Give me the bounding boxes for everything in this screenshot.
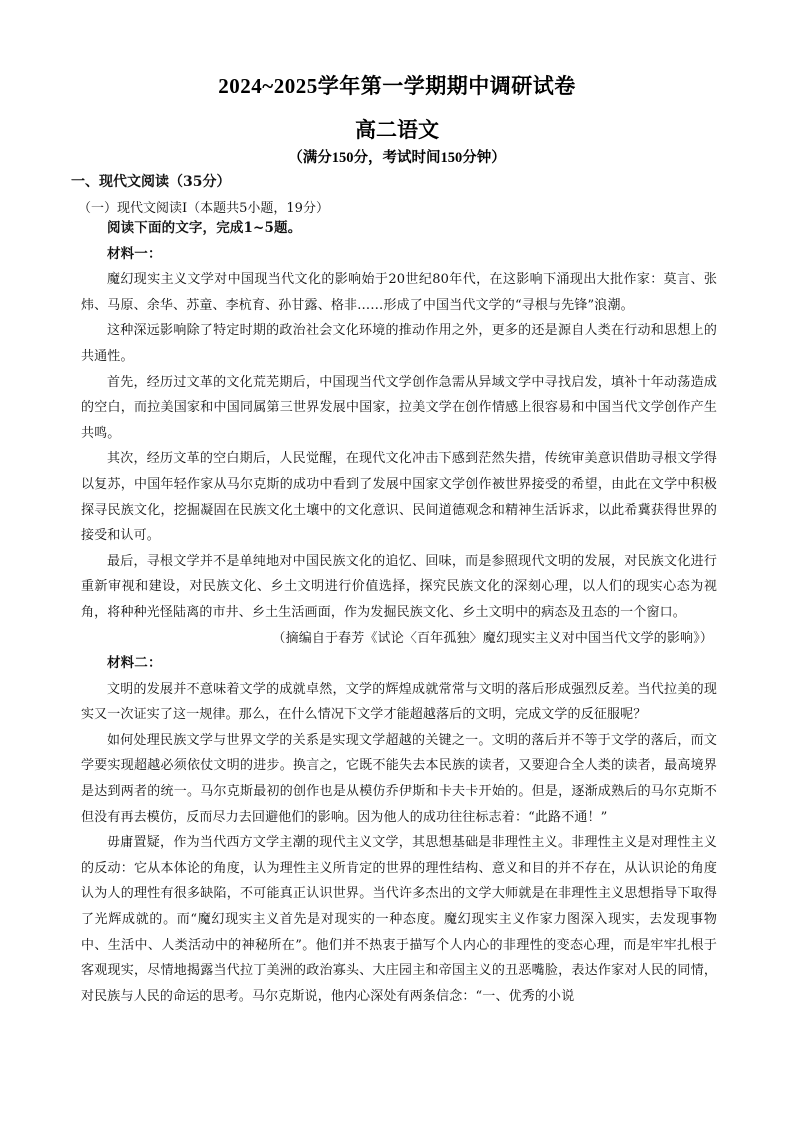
sub-section-heading: （一）现代文阅读Ⅰ（本题共5小题，19分） [78, 201, 329, 216]
material-1-paragraph: 魔幻现实主义文学对中国现当代文化的影响始于20世纪80年代，在这影响下涌现出大批作家：莫言、张炜、马原、余华、苏童、李杭育、孙甘露、格非……形成了中国当代文学的“寻根与先锋”浪潮。 [81, 272, 717, 313]
subject-title: 高二语文 [355, 118, 439, 142]
material-2-label: 材料二： [107, 655, 162, 672]
material-1-label: 材料一： [107, 245, 162, 262]
material-1-paragraph: 这种深远影响除了特定时期的政治社会文化环境的推动作用之外，更多的还是源自人类在行动和思想上的共通性。 [81, 323, 717, 364]
material-2-paragraph: 毋庸置疑，作为当代西方文学主潮的现代主义文学，其思想基础是非理性主义。非理性主义是对理性主义的反动：它从本体论的角度，认为理性主义所肯定的世界的理性结构、意义和目的并不存在，从认识论的角度认为人的理性有很多缺陷，不可能真正认识世界。当代许多杰出的文学大师就是在非理性主义思想指导下取得了光辉成就的。而“魔幻现实主义首先是对现实的一种态度。魔幻现实主义作家力图深入现实，去发现事物中、生活中、人类活动中的神秘所在”。他们并不热衷于描写个人内心的非理性的变态心理，而是牢牢扎根于客观现实，尽情地揭露当代拉丁美洲的政治寡头、大庄园主和帝国主义的丑恶嘴脸，表达作家对人民的同情，对民族与人民的命运的思考。马尔克斯说，他内心深处有两条信念：“一、优秀的小说 [81, 835, 717, 1004]
exam-note: （满分150分，考试时间150分钟） [288, 150, 506, 166]
section-heading: 一、现代文阅读（35分） [71, 174, 231, 190]
material-1-paragraph: 最后，寻根文学并不是单纯地对中国民族文化的追忆、回味，而是参照现代文明的发展，对民族文化进行重新审视和建设，对民族文化、乡土文明进行价值选择，探究民族文化的深刻心理，以人们的现实心态为视角，将种种光怪陆离的市井、乡土生活画面，作为发掘民族文化、乡土文明中的病态及丑态的一个窗口。 [81, 553, 717, 620]
material-1-paragraph: 其次，经历文革的空白期后，人民觉醒，在现代文化冲击下感到茫然失措，传统审美意识借助寻根文学得以复苏，中国年轻作家从马尔克斯的成功中看到了发展中国家文学创作被世界接受的希望，由此在文学中积极探寻民族文化，挖掘凝固在民族文化土壤中的文化意识、民间道德观念和精神生活诉求，以此希冀获得世界的接受和认可。 [81, 451, 717, 544]
exam-title: 2024~2025学年第一学期期中调研试卷 [218, 74, 576, 98]
material-2-paragraph: 如何处理民族文学与世界文学的关系是实现文学超越的关键之一。文明的落后并不等于文学的落后，而文学要实现超越必须依仗文明的进步。换言之，它既不能失去本民族的读者，又要迎合全人类的读者，最高境界是达到两者的统一。马尔克斯最初的创作也是从模仿乔伊斯和卡夫卡开始的。但是，逐渐成熟后的马尔克斯不但没有再去模仿，反而尽力去回避他们的影响。因为他人的成功往往标志着：“此路不通！” [81, 732, 717, 825]
material-1-paragraph: 首先，经历过文革的文化荒芜期后，中国现当代文学创作急需从异域文学中寻找启发，填补十年动荡造成的空白，而拉美国家和中国同属第三世界发展中国家，拉美文学在创作情感上很容易和中国当代文学创作产生共鸣。 [81, 374, 717, 441]
material-2-paragraph: 文明的发展并不意味着文学的成就卓然，文学的辉煌成就常常与文明的落后形成强烈反差。当代拉美的现实又一次证实了这一规律。那么，在什么情况下文学才能超越落后的文明，完成文学的反征服呢？ [81, 681, 717, 723]
reading-body [81, 216, 717, 1009]
instruction: 阅读下面的文字，完成1~5题。 [107, 220, 302, 236]
material-1-source: （摘编自于春芳《试论〈百年孤独〉魔幻现实主义对中国当代文学的影响》） [272, 630, 713, 646]
